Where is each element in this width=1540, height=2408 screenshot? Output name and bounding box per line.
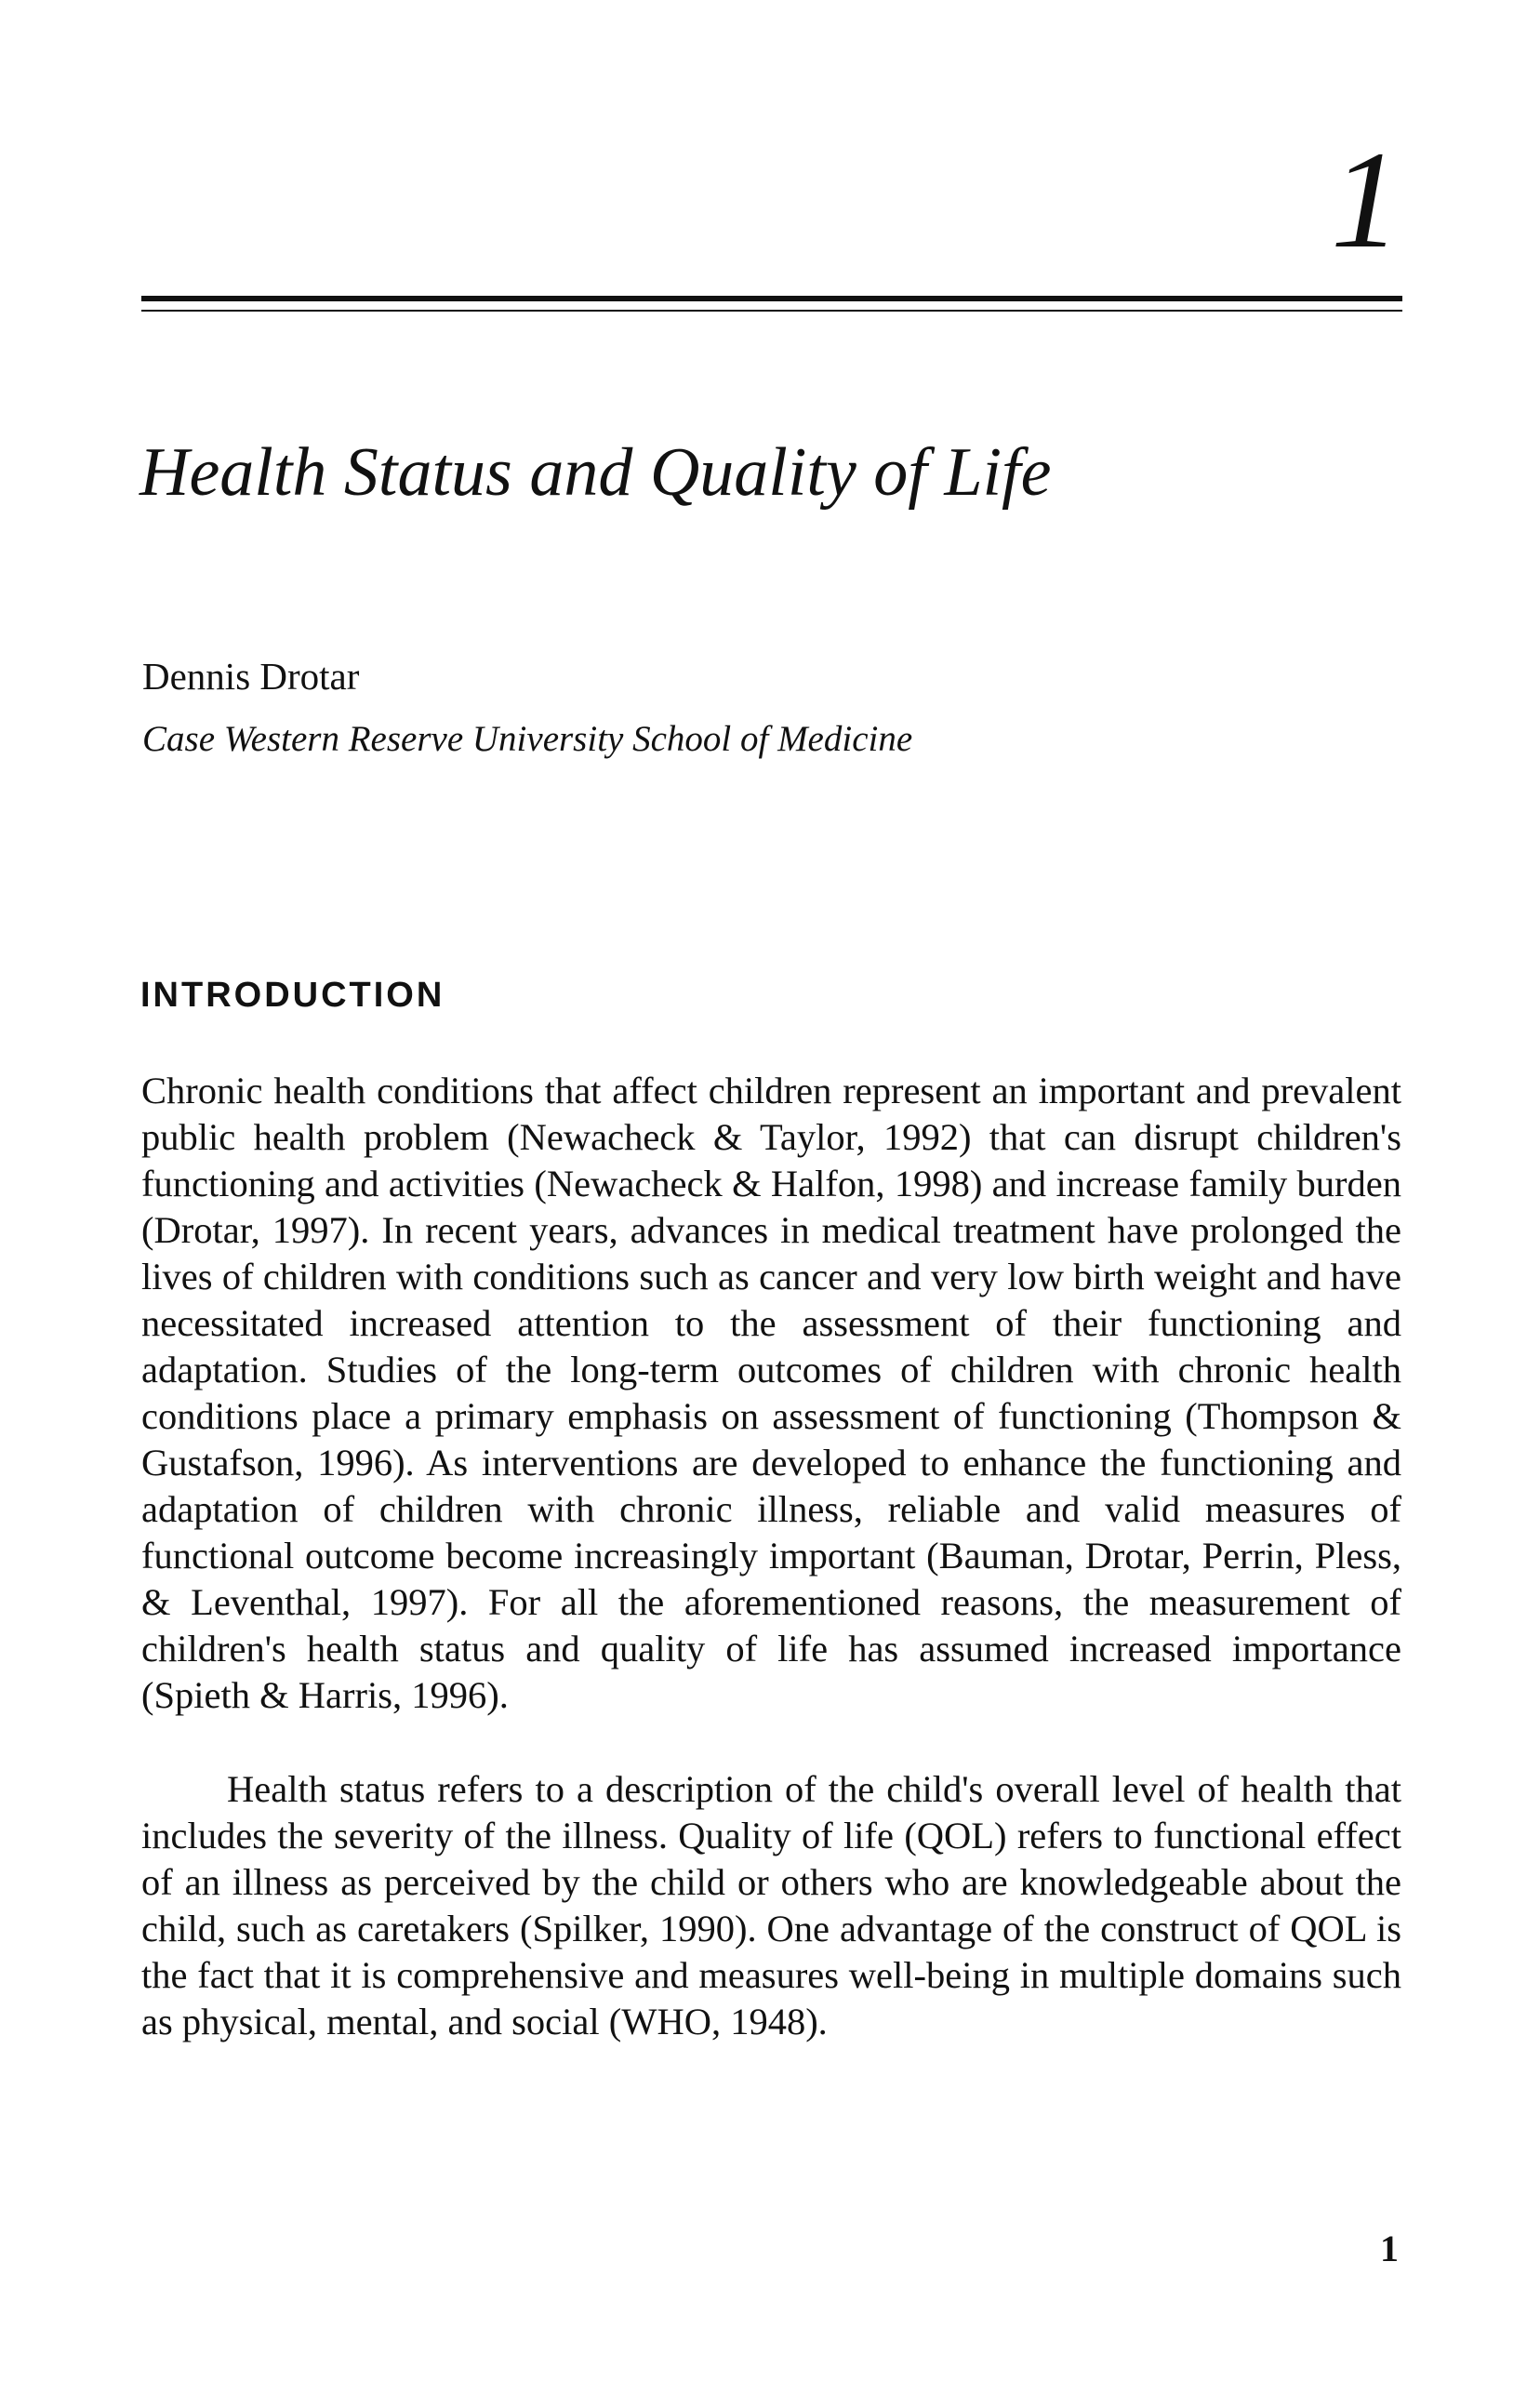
body-paragraph: Health status refers to a description of the child's overall level of health that includes the severity of the illness. Quality of life (QOL) refers to functional effect of an illness as perceived by the child or others who are knowledgeable about the child, such as caretakers (Spilker, 1990). One advantage of the construct of QOL is the fact that it is comprehensive and measures well-being in multiple domains such as physical, mental, and social (WHO, 1948). — [141, 1768, 1401, 2042]
chapter-title: Health Status and Quality of Life — [139, 434, 1052, 511]
author-affiliation: Case Western Reserve University School of Medicine — [142, 719, 913, 759]
body-paragraph: Chronic health conditions that affect children represent an important and prevalent public health problem (Newacheck & Taylor, 1992) that can disrupt children's functioning and activities (Newacheck & Halfon, 1998) and increase family burden (Drotar, 1997). In recent years, advances in medical treatment have prolonged the lives of children with conditions such as cancer and very low birth weight and have necessitated increased attention to the assessment of their functioning and adaptation. Studies of the long-term outcomes of children with chronic health conditions place a primary emphasis on assessment of functioning (Thompson & Gustafson, 1996). As interventions are developed to enhance the functioning and adaptation of children with chronic illness, reliable and valid measures of functional outcome become increasingly important (Bauman, Drotar, Perrin, Pless, & Leventhal, 1997). For all the aforementioned reasons, the measurement of children's health status and quality of life has assumed increased importance (Spieth & Harris, 1996). — [141, 1070, 1401, 1716]
chapter-rule-thin — [141, 310, 1402, 312]
page-number: 1 — [1380, 2228, 1399, 2269]
chapter-number: 1 — [1331, 123, 1401, 277]
chapter-rule-thick — [141, 296, 1402, 301]
author-name: Dennis Drotar — [142, 655, 360, 698]
section-heading: INTRODUCTION — [140, 976, 445, 1015]
